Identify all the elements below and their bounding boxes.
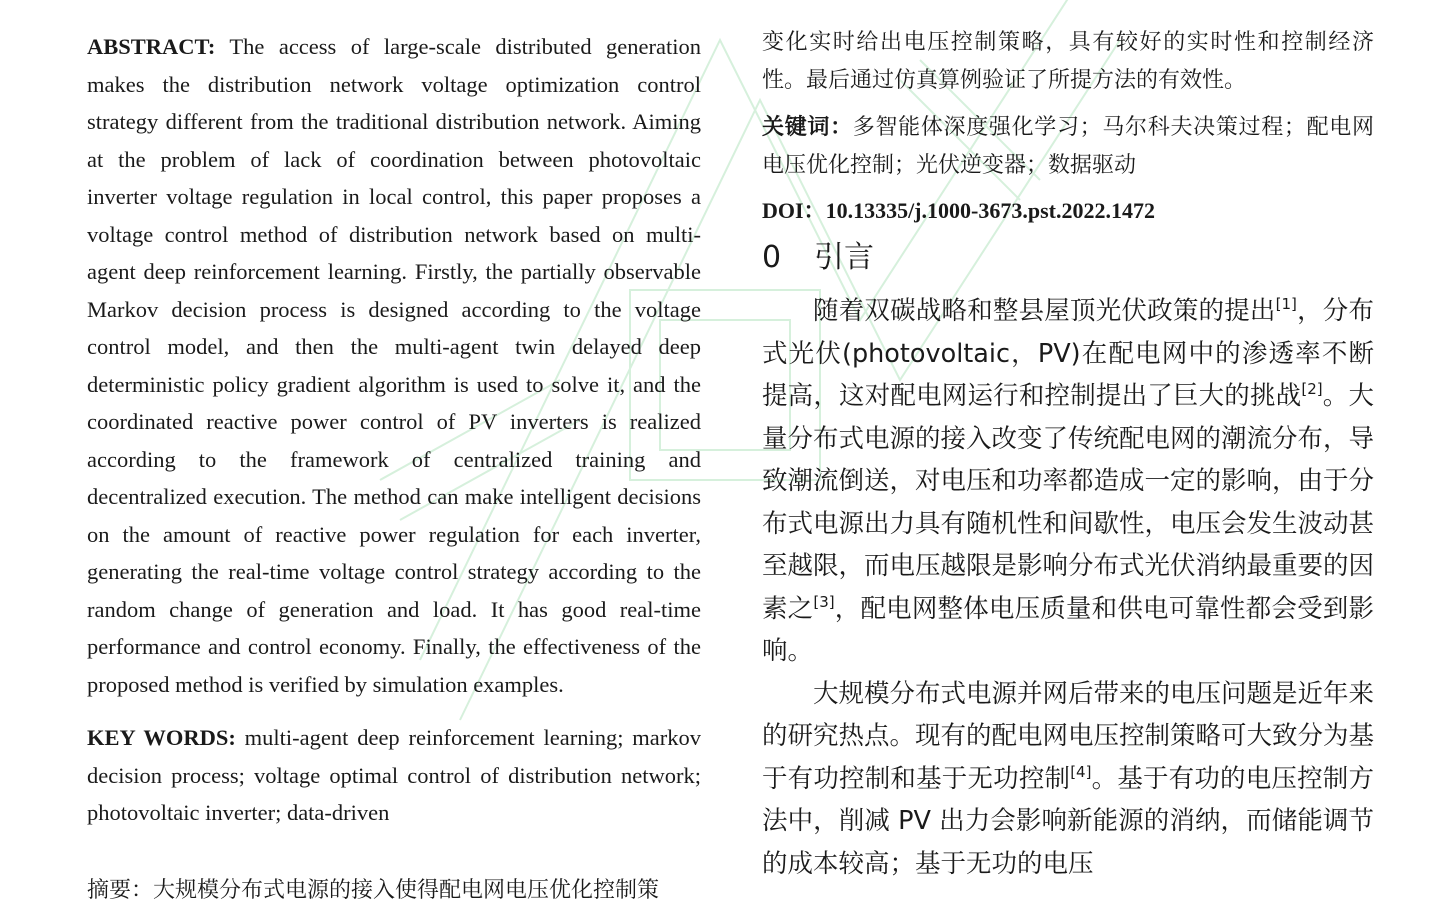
citation: [3] — [813, 592, 835, 611]
intro-p1-text: ，分布式光伏(photovoltaic，PV)在配电网中的渗透率不断提高，这对配电网运行和控制提出了巨大的挑战 — [762, 296, 1374, 411]
abstract-cn-tail: 变化实时给出电压控制策略，具有较好的实时性和控制经济性。最后通过仿真算例验证了所提方法的有效性。 — [762, 30, 1374, 93]
abstract-en — [87, 28, 701, 703]
english-abstract-column — [87, 28, 701, 832]
intro-p2-text: 。基于有功的电压控制方法中，削减 PV 出力会影响新能源的消纳，而储能调节的成本较高；基于无功的电压 — [762, 763, 1374, 879]
intro-p2-text: 大规模分布式电源并网后带来的电压问题是近年来的研究热点。现有的配电网电压控制策略可大致分为基于有功控制和基于无功控制 — [762, 678, 1375, 794]
abstract-en-text: The access of large-scale distributed generation makes the distribution network voltage optimization control strategy different from the traditional distribution network. Aiming at the problem of lack of coordination between photovoltaic inverter voltage regulation in local control, this paper proposes a voltage control method of distribution network based on multi-agent deep reinforcement learning. Firstly, the partially observable Markov decision process is designed according to the voltage control model, and then the multi-agent twin delayed deep deterministic policy gradient algorithm is used to solve it, and the coordinated reactive power control of PV inverters is realized according to the framework of centralized training and decentralized execution. The method can make intelligent decisions on the amount of reactive power regulation for each inverter, generating the real-time voltage control strategy according to the random change of generation and load. It has good real-time performance and control economy. Finally, the effectiveness of the proposed method is verified by simulation examples. — [87, 34, 702, 697]
right-column — [762, 24, 1374, 885]
abstract-en-label: ABSTRACT: — [87, 34, 216, 59]
doi — [762, 196, 1374, 226]
section-heading — [762, 236, 1374, 280]
intro-paragraph-2 — [762, 673, 1374, 886]
section-number: 0 — [762, 240, 782, 275]
keywords-en-label: KEY WORDS: — [87, 725, 236, 750]
section-title: 引言 — [814, 240, 874, 275]
keywords-cn — [762, 109, 1374, 184]
abstract-cn-cut-line: 摘要：大规模分布式电源的接入使得配电网电压优化控制策 — [87, 878, 660, 903]
intro-p1-text: 随着双碳战略和整县屋顶光伏政策的提出 — [813, 296, 1276, 326]
citation: [2] — [1301, 380, 1323, 398]
keywords-en-text: multi-agent deep reinforcement learning; markov decision process; voltage optimal control of distribution network; photovoltaic inverter; data-driven — [87, 725, 702, 825]
citation: [4] — [1070, 762, 1092, 781]
citation: [1] — [1275, 295, 1297, 313]
intro-paragraph-1 — [762, 290, 1374, 673]
keywords-cn-label: 关键词： — [762, 115, 853, 140]
keywords-cn-text: 多智能体深度强化学习；马尔科夫决策过程；配电网电压优化控制；光伏逆变器；数据驱动 — [762, 115, 1374, 178]
keywords-en — [87, 719, 701, 832]
doi-label: DOI： — [762, 198, 826, 223]
intro-p1-text: 。大量分布式电源的接入改变了传统配电网的潮流分布，导致潮流倒送，对电压和功率都造成一定的影响，由于分布式电源出力具有随机性和间歇性，电压会发生波动甚至越限，而电压越限是影响分布式光伏消纳最重要的因素之 — [762, 381, 1375, 624]
doi-value: 10.13335/j.1000-3673.pst.2022.1472 — [825, 198, 1155, 223]
intro-p1-text: ，配电网整体电压质量和供电可靠性都会受到影响。 — [762, 593, 1374, 666]
